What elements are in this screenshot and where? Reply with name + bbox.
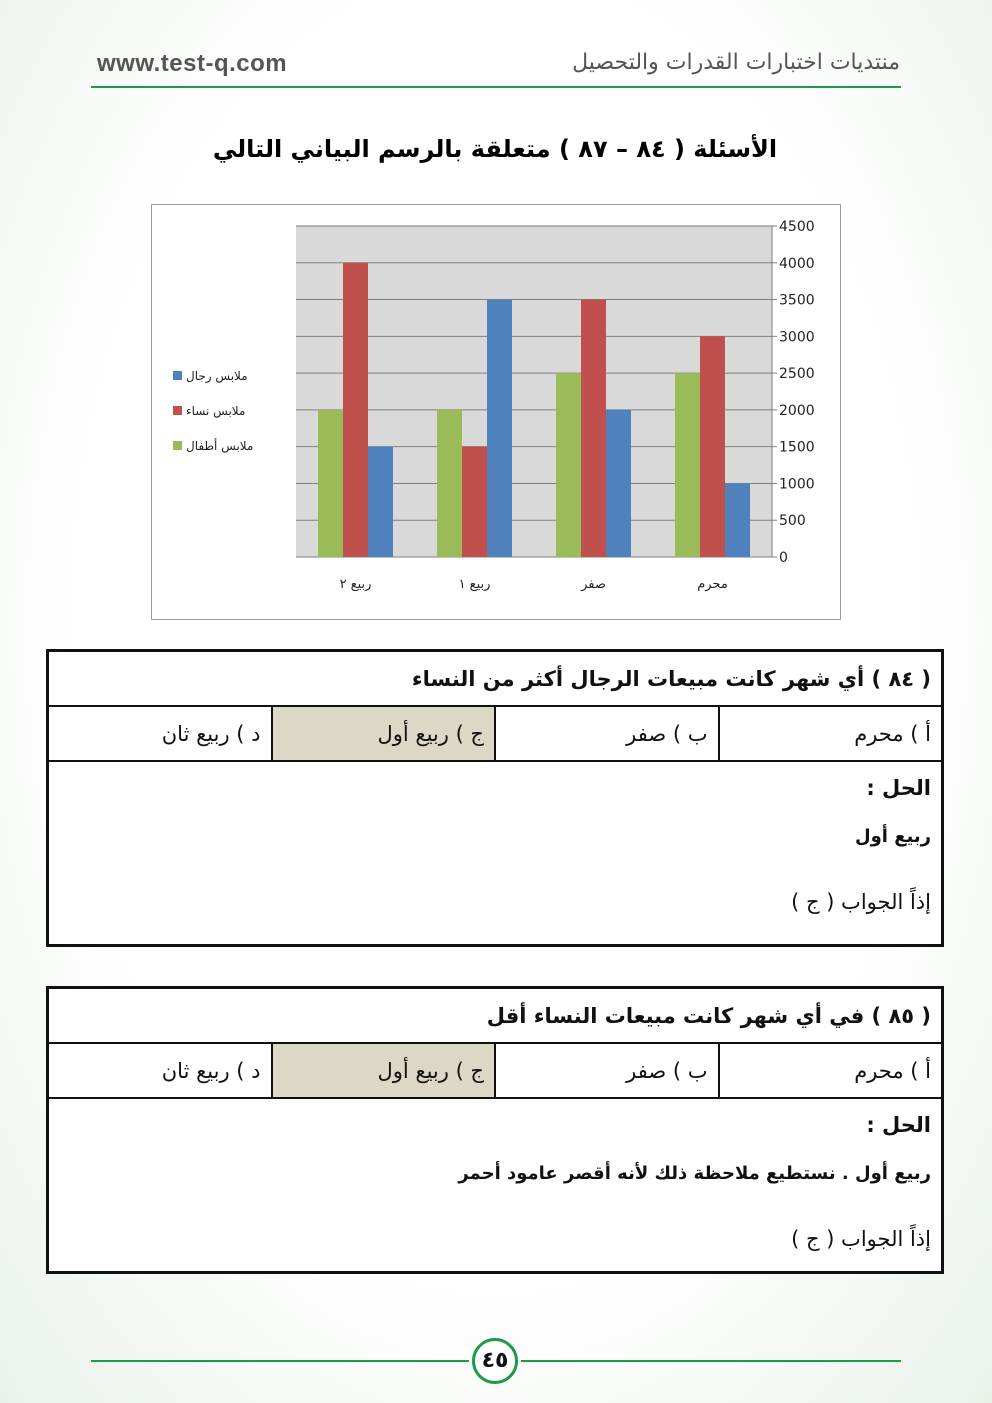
y-tick-label: 4000: [779, 255, 815, 272]
solution-label: الحل :: [866, 1113, 931, 1137]
bar: [606, 410, 631, 557]
option-d[interactable]: د ) ربيع ثان: [161, 721, 261, 746]
y-tick-label: 3000: [779, 329, 815, 346]
y-tick-label: 3500: [779, 292, 815, 309]
y-tick-label: 1000: [779, 476, 815, 493]
solution-text: ربيع أول . نستطيع ملاحظة ذلك لأنه أقصر عامود أحمر: [458, 1163, 931, 1184]
option-c-selected[interactable]: ج ) ربيع أول: [271, 707, 495, 760]
legend-swatch: [173, 441, 182, 450]
legend-swatch: [173, 371, 182, 380]
option-d[interactable]: د ) ربيع ثان: [161, 1058, 261, 1083]
footer-divider-left: [91, 1360, 469, 1362]
site-url: www.test-q.com: [97, 50, 288, 77]
question-box-84: [46, 649, 944, 947]
solution-area: [49, 1099, 941, 1271]
y-tick-label: 500: [779, 513, 806, 530]
x-tick-label: ربيع ٢: [339, 577, 372, 592]
legend-swatch: [173, 406, 182, 415]
bar: [343, 263, 368, 557]
bar: [581, 300, 606, 557]
question-text: ( ٨٥ ) في أي شهر كانت مبيعات النساء أقل: [49, 989, 941, 1044]
x-tick-label: ربيع ١: [458, 577, 491, 592]
y-tick-label: 2500: [779, 366, 815, 383]
bar: [368, 447, 393, 557]
option-a[interactable]: أ ) محرم: [718, 1044, 942, 1097]
bar-chart: [151, 204, 841, 620]
legend-label: ملابس رجال: [186, 369, 248, 383]
bar: [700, 336, 725, 557]
bar: [675, 373, 700, 557]
y-tick-label: 4500: [779, 219, 815, 235]
bar: [318, 410, 343, 557]
option-a[interactable]: أ ) محرم: [718, 707, 942, 760]
bar: [487, 300, 512, 557]
question-box-85: [46, 986, 944, 1274]
option-c-selected[interactable]: ج ) ربيع أول: [271, 1044, 495, 1097]
bar: [462, 447, 487, 557]
legend-label: ملابس أطفال: [186, 439, 254, 453]
answer-text: إذاً الجواب ( ج ): [791, 890, 931, 914]
solution-text: ربيع أول: [854, 826, 931, 847]
y-tick-label: 0: [779, 550, 788, 566]
options-row: [49, 1044, 941, 1099]
answer-text: إذاً الجواب ( ج ): [791, 1227, 931, 1251]
x-tick-label: صفر: [581, 577, 606, 592]
page-number: ٤٥: [472, 1338, 518, 1384]
question-text: ( ٨٤ ) أي شهر كانت مبيعات الرجال أكثر من النساء: [49, 652, 941, 707]
options-row: [49, 707, 941, 762]
forum-name: منتديات اختبارات القدرات والتحصيل: [572, 50, 900, 75]
bar: [725, 483, 750, 557]
legend-label: ملابس نساء: [186, 404, 246, 418]
y-tick-label: 1500: [779, 439, 815, 456]
chart-canvas: [152, 205, 840, 619]
bar: [556, 373, 581, 557]
option-b[interactable]: ب ) صفر: [494, 1044, 718, 1097]
bar: [437, 410, 462, 557]
header-divider: [91, 86, 901, 88]
solution-area: [49, 762, 941, 944]
x-tick-label: محرم: [697, 577, 728, 592]
footer-divider-right: [521, 1360, 901, 1362]
y-tick-label: 2000: [779, 402, 815, 419]
section-title: الأسئلة ( ٨٤ – ٨٧ ) متعلقة بالرسم البياني التالي: [212, 135, 778, 163]
solution-label: الحل :: [866, 776, 931, 800]
option-b[interactable]: ب ) صفر: [494, 707, 718, 760]
